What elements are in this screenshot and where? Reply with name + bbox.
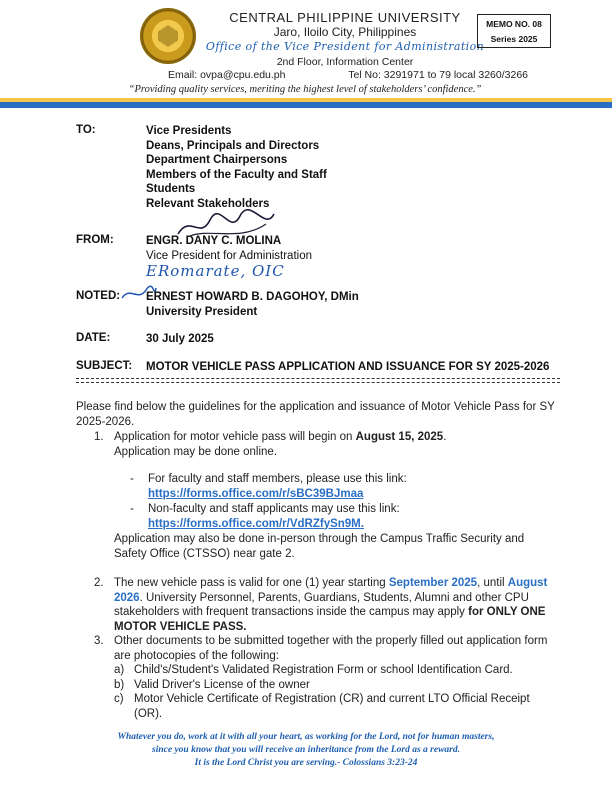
subject-label: SUBJECT: <box>76 360 133 372</box>
bullet-dash: - <box>130 473 134 485</box>
noted-block <box>146 290 359 319</box>
handwritten-annotation: ERomarate, OIC <box>146 262 285 280</box>
item-2 <box>94 576 556 634</box>
item-3-text: Other documents to be submitted together with the properly filled out application form are photocopies of the following: <box>114 635 548 662</box>
bullet-nonfaculty <box>130 502 570 531</box>
from-title: Vice President for Administration <box>146 249 312 262</box>
contact-line <box>168 69 528 81</box>
sub-letter: c) <box>114 693 124 705</box>
item-2-text-b: , until <box>477 577 508 589</box>
recipient: Deans, Principals and Directors <box>146 139 320 152</box>
date-label: DATE: <box>76 332 111 344</box>
from-block <box>146 234 312 263</box>
sub-item-text: Motor Vehicle Certificate of Registration (CR) and current LTO Official Receipt (OR). <box>134 693 530 720</box>
item-number: 3. <box>94 635 104 647</box>
university-city: Jaro, Iloilo City, Philippines <box>273 25 417 39</box>
subject-divider <box>76 378 560 383</box>
item-1-date: August 15, 2025 <box>355 431 444 443</box>
date-value: 30 July 2025 <box>146 333 214 345</box>
sub-item-text: Valid Driver's License of the owner <box>134 678 310 691</box>
memo-box <box>477 14 551 48</box>
item-2-end: August 2026 <box>114 577 548 604</box>
noted-name: ERNEST HOWARD B. DAGOHOY, DMin <box>146 291 359 303</box>
bullet-nonfaculty-text: Non-faculty and staff applicants may use this link: <box>148 503 400 515</box>
item-2-text-a: The new vehicle pass is valid for one (1) year starting <box>114 577 389 589</box>
item-1-text: Application for motor vehicle pass will begin on <box>114 431 356 443</box>
recipient: Department Chairpersons <box>146 154 288 166</box>
footer-verse <box>100 731 512 770</box>
footer-line: Whatever you do, work at it with all your heart, as working for the Lord, not for human masters, <box>117 732 495 742</box>
item-number: 2. <box>94 577 104 589</box>
item-3 <box>94 634 556 721</box>
faculty-form-link[interactable]: https://forms.office.com/r/sBC39BJmaa <box>148 487 364 500</box>
subject-value: MOTOR VEHICLE PASS APPLICATION AND ISSUANCE FOR SY 2025-2026 <box>146 361 550 373</box>
office-name: Office of the Vice President for Administration <box>205 40 485 53</box>
university-name: CENTRAL PHILIPPINE UNIVERSITY <box>229 10 461 25</box>
item-1 <box>94 430 554 459</box>
recipient: Members of the Faculty and Staff <box>146 168 327 181</box>
intro-paragraph: Please find below the guidelines for the application and issuance of Motor Vehicle Pass for SY 2025-2026. <box>76 401 555 428</box>
noted-title: University President <box>146 305 258 318</box>
sub-item-a <box>114 663 556 678</box>
item-2-text-c: . University Personnel, Parents, Guardians, Students, Alumni and other CPU stakeholders with frequent transactions inside the campus may apply <box>114 591 529 618</box>
item-2-start: September 2025 <box>388 577 478 589</box>
sub-item-b <box>114 678 556 693</box>
memo-number: MEMO NO. 08 <box>486 19 542 29</box>
sub-item-c <box>114 692 556 721</box>
item-number: 1. <box>94 431 104 443</box>
item-1-line2: Application may be done online. <box>114 445 278 458</box>
bullet-faculty <box>130 472 570 501</box>
bullet-faculty-text: For faculty and staff members, please use this link: <box>148 473 407 485</box>
inperson-paragraph: Application may also be done in-person through the Campus Traffic Security and Safety Office (CTSSO) near gate 2. <box>114 533 525 560</box>
nonfaculty-form-link[interactable]: https://forms.office.com/r/VdRZfySn9M. <box>148 517 364 530</box>
noted-label: NOTED: <box>76 290 121 302</box>
recipient: Vice Presidents <box>146 125 232 137</box>
footer-line: since you know that you will receive an inheritance from the Lord as a reward. <box>152 745 460 755</box>
memo-series: Series 2025 <box>490 34 538 44</box>
sub-letter: b) <box>114 678 125 691</box>
contact-tel: Tel No: 3291971 to 79 local 3260/3266 <box>348 69 528 81</box>
sub-letter: a) <box>114 664 125 676</box>
item-1-end: . <box>443 431 447 443</box>
from-label: FROM: <box>76 234 114 246</box>
sub-item-text: Child's/Student's Validated Registration Form or school Identification Card. <box>134 664 513 676</box>
from-name: ENGR. DANY C. MOLINA <box>146 235 282 247</box>
item-2-bold: for ONLY ONE MOTOR VEHICLE PASS. <box>114 606 546 633</box>
to-recipients <box>146 124 327 211</box>
office-floor: 2nd Floor, Information Center <box>276 56 414 68</box>
contact-email: Email: ovpa@cpu.edu.ph <box>168 69 286 81</box>
footer-line: It is the Lord Christ you are serving.- Colossians 3:23-24 <box>194 758 418 768</box>
bullet-dash: - <box>130 503 134 515</box>
header-band <box>0 98 612 108</box>
to-label: TO: <box>76 124 96 136</box>
recipient: Relevant Stakeholders <box>146 197 270 210</box>
motto: “Providing quality services, meriting the highest level of stakeholders’ confidence.” <box>128 84 482 95</box>
recipient: Students <box>146 183 196 195</box>
